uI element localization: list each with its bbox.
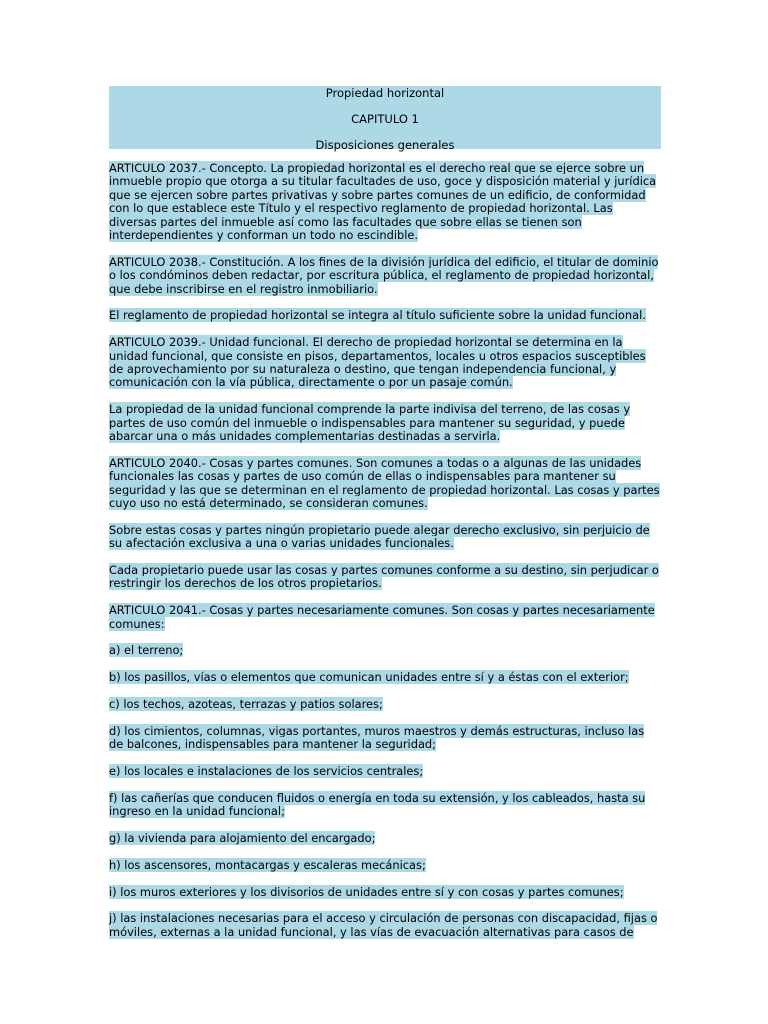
document-header — [109, 86, 661, 152]
list-item: d) los cimientos, columnas, vigas portantes, muros maestros y demás estructuras, incluso las de balcones, indispensables para mantener la seguridad; — [109, 723, 645, 752]
list-item: c) los techos, azoteas, terrazas y patios solares; — [109, 697, 383, 712]
article-paragraph: Sobre estas cosas y partes ningún propietario puede alegar derecho exclusivo, sin perjuicio de su afectación exclusiva a una o varias unidades funcionales. — [109, 522, 650, 551]
article-paragraph: ARTICULO 2038.- Constitución. A los fines de la división jurídica del edificio, el titular de dominio o los condóminos deben redactar, por escritura pública, el reglamento de propiedad horizontal, que debe inscribirse en el registro inmobiliario. — [109, 254, 659, 296]
list-item: h) los ascensores, montacargas y escaleras mecánicas; — [109, 857, 426, 872]
article-paragraph: Cada propietario puede usar las cosas y partes comunes conforme a su destino, sin perjudicar o restringir los derechos de los otros propietarios. — [109, 563, 659, 591]
list-item: a) el terreno; — [109, 643, 184, 658]
chapter-heading: CAPITULO 1 — [351, 112, 419, 126]
article-paragraph: ARTICULO 2040.- Cosas y partes comunes. Son comunes a todas o a algunas de las unidades funcionales las cosas y partes de uso común de ellas o indispensables para mantener su seguridad y las que se determinan en el reglamento de propiedad horizontal. Las cosas y partes cuyo uso no está determinado, se consideran comunes. — [109, 455, 660, 511]
list-item: b) los pasillos, vías o elementos que comunican unidades entre sí y a éstas con el exterior; — [109, 670, 629, 685]
list-item: g) la vivienda para alojamiento del encargado; — [109, 831, 376, 846]
article-paragraph: El reglamento de propiedad horizontal se integra al título suficiente sobre la unidad funcional. — [109, 308, 646, 323]
list-item: i) los muros exteriores y los divisorios de unidades entre sí y con cosas y partes comunes; — [109, 884, 624, 899]
list-item: f) las cañerías que conducen fluidos o energía en toda su extensión, y los cableados, hasta su ingreso en la unidad funcional; — [109, 790, 646, 819]
article-paragraph: ARTICULO 2041.- Cosas y partes necesariamente comunes. Son cosas y partes necesariamente comunes: — [109, 603, 655, 631]
section-heading: Disposiciones generales — [315, 138, 455, 152]
list-item: j) las instalaciones necesarias para el acceso y circulación de personas con discapacidad, fijas o móviles, externas a la unidad funcional, y las vías de evacuación alternativas para casos de — [109, 911, 658, 939]
article-paragraph: ARTICULO 2039.- Unidad funcional. El derecho de propiedad horizontal se determina en la unidad funcional, que consiste en pisos, departamentos, locales u otros espacios susceptibles de aprovechamiento por su naturaleza o destino, que tengan independencia funcional, y comunicación con la vía pública, directamente o por un pasaje común. — [109, 335, 646, 390]
document-page — [109, 86, 661, 953]
article-paragraph: ARTICULO 2037.- Concepto. La propiedad horizontal es el derecho real que se ejerce sobre un inmueble propio que otorga a su titular facultades de uso, goce y disposición material y jurídica que se ejercen sobre partes privativas y sobre partes comunes de un edificio, de conformidad con lo que establece este Título y el respectivo reglamento de propiedad horizontal. Las diversas partes del inmueble así como las facultades que sobre ellas se tienen son interdependientes y conforman un todo no escindible. — [109, 161, 657, 243]
article-paragraph: La propiedad de la unidad funcional comprende la parte indivisa del terreno, de las cosas y partes de uso común del inmueble o indispensables para mantener su seguridad, y puede abarcar una o más unidades complementarias destinadas a servirla. — [109, 402, 631, 444]
list-item: e) los locales e instalaciones de los servicios centrales; — [109, 764, 424, 779]
document-body — [109, 162, 661, 939]
document-title: Propiedad horizontal — [325, 86, 445, 100]
